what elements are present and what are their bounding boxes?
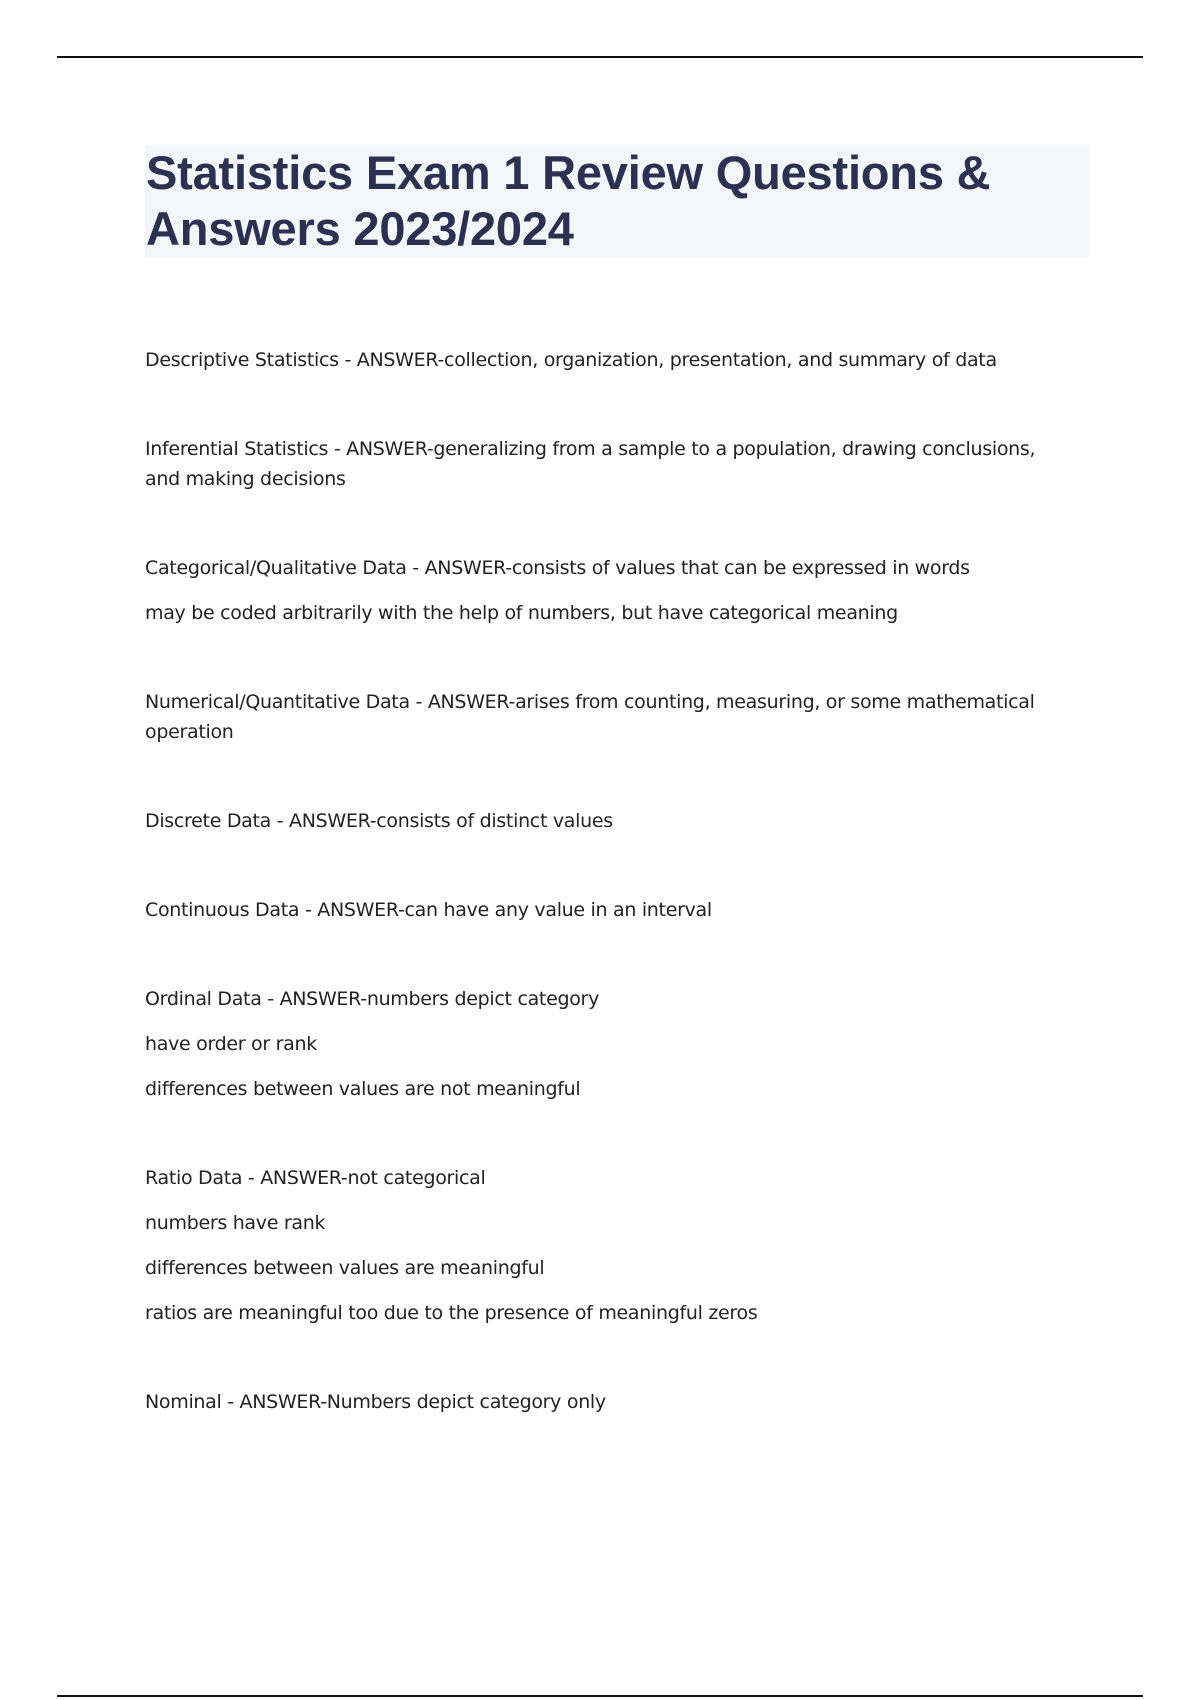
- qa-entry-categorical-data: [145, 553, 1075, 628]
- qa-line: differences between values are meaningful: [145, 1257, 545, 1279]
- top-rule: [57, 56, 1143, 58]
- qa-line: Inferential Statistics - ANSWER-generalizing from a sample to a population, drawing conclusions, and making decisions: [145, 438, 1036, 490]
- qa-line: Nominal - ANSWER-Numbers depict category only: [145, 1391, 606, 1413]
- qa-line: may be coded arbitrarily with the help of numbers, but have categorical meaning: [145, 602, 898, 624]
- qa-line: numbers have rank: [145, 1212, 326, 1234]
- qa-line: Ordinal Data - ANSWER-numbers depict category: [145, 988, 600, 1010]
- qa-entry-inferential-statistics: [145, 434, 1075, 494]
- qa-line: Ratio Data - ANSWER-not categorical: [145, 1167, 486, 1189]
- qa-entry-numerical-data: [145, 687, 1075, 747]
- bottom-rule: [57, 1695, 1143, 1697]
- qa-line: Descriptive Statistics - ANSWER-collection, organization, presentation, and summary of data: [145, 349, 997, 371]
- qa-line: Categorical/Qualitative Data - ANSWER-consists of values that can be expressed in words: [145, 557, 970, 579]
- document-title: Statistics Exam 1 Review Questions & Answers 2023/2024: [146, 146, 991, 255]
- qa-entry-descriptive-statistics: [145, 345, 1075, 375]
- qa-list: [145, 345, 1075, 1417]
- qa-line: Numerical/Quantitative Data - ANSWER-arises from counting, measuring, or some mathematical operation: [145, 691, 1035, 743]
- qa-entry-nominal: [145, 1387, 1075, 1417]
- qa-line: Continuous Data - ANSWER-can have any value in an interval: [145, 899, 712, 921]
- qa-entry-ordinal-data: [145, 984, 1075, 1104]
- qa-line: have order or rank: [145, 1033, 317, 1055]
- qa-entry-continuous-data: [145, 895, 1075, 925]
- qa-line: differences between values are not meaningful: [145, 1078, 581, 1100]
- qa-line: ratios are meaningful too due to the presence of meaningful zeros: [145, 1302, 758, 1324]
- qa-entry-discrete-data: [145, 806, 1075, 836]
- title-block: [145, 145, 1089, 257]
- qa-line: Discrete Data - ANSWER-consists of distinct values: [145, 810, 613, 832]
- qa-entry-ratio-data: [145, 1163, 1075, 1328]
